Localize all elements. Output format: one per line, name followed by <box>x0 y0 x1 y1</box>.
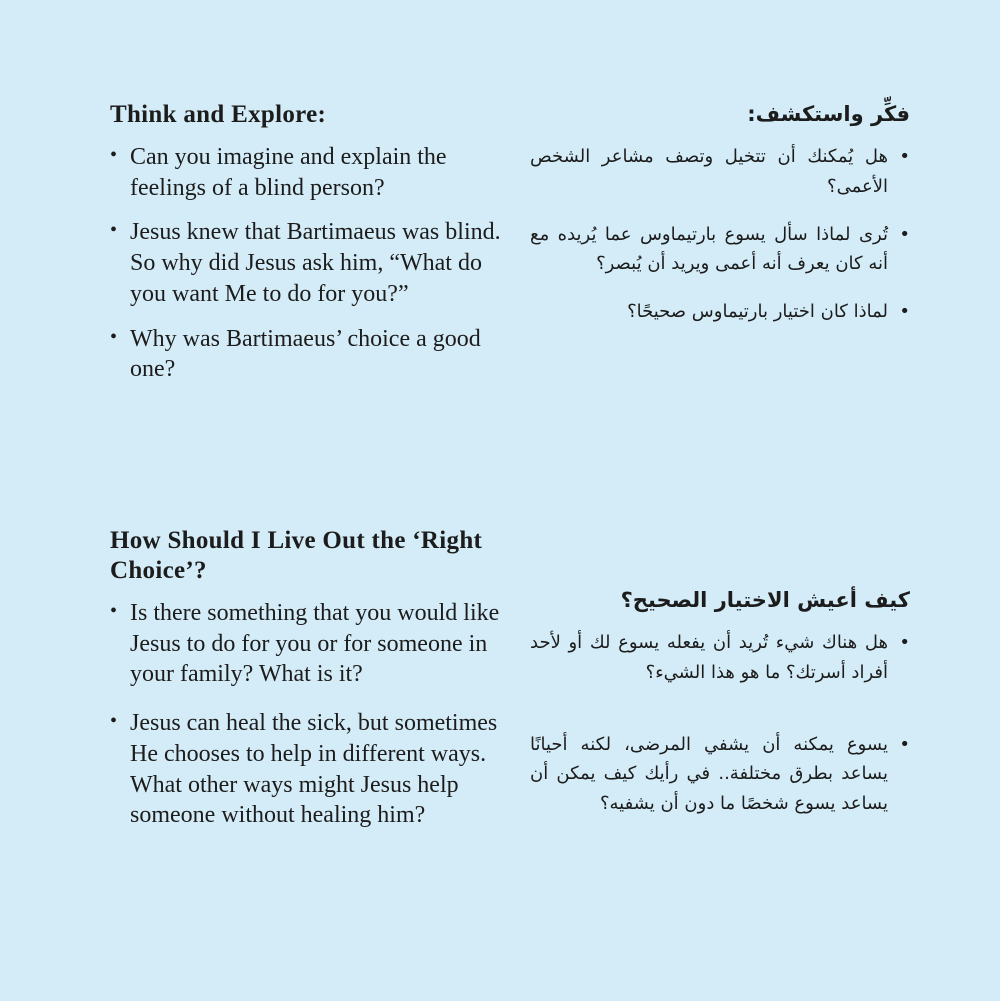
live-out-list-ar <box>530 628 910 818</box>
think-and-explore-arabic-column <box>530 100 910 399</box>
think-and-explore-list-ar <box>530 142 910 326</box>
live-out-heading-ar: كيف أعيش الاختيار الصحيح؟ <box>620 588 910 612</box>
list-item: • Is there something that you would like Jesus to do for you or for someone in your family? What is it? <box>110 598 510 690</box>
think-and-explore-heading-en: Think and Explore: <box>110 101 327 128</box>
live-out-list-en <box>110 598 510 831</box>
think-and-explore-heading-ar: فكِّر واستكشف: <box>747 102 910 126</box>
live-out-heading-en: How Should I Live Out the ‘Right Choice’? <box>110 527 483 584</box>
list-item: • Can you imagine and explain the feelings of a blind person? <box>110 142 510 203</box>
list-item: • Why was Bartimaeus’ choice a good one? <box>110 324 510 385</box>
list-item: • يسوع يمكنه أن يشفي المرضى، لكنه أحيانًا يساعد بطرق مختلفة.. في رأيك كيف يمكن أن يساعد يسوع شخصًا ما دون أن يشفيه؟ <box>530 730 910 819</box>
section-how-should-i-live-out <box>0 526 1000 861</box>
list-item: • تُرى لماذا سأل يسوع بارتيماوس عما يُريده مع أنه كان يعرف أنه أعمى ويريد أن يُبصر؟ <box>530 220 910 279</box>
list-item: • Jesus can heal the sick, but sometimes He chooses to help in different ways. What other ways might Jesus help someone without healing him? <box>110 708 510 831</box>
list-item: • لماذا كان اختيار بارتيماوس صحيحًا؟ <box>530 297 910 327</box>
list-item: • هل يُمكنك أن تتخيل وتصف مشاعر الشخص الأعمى؟ <box>530 142 910 201</box>
live-out-arabic-column <box>530 526 910 861</box>
think-and-explore-list-en <box>110 142 510 385</box>
section-think-and-explore <box>0 100 1000 399</box>
list-item: • هل هناك شيء تُريد أن يفعله يسوع لك أو لأحد أفراد أسرتك؟ ما هو هذا الشيء؟ <box>530 628 910 687</box>
list-item: • Jesus knew that Bartimaeus was blind. So why did Jesus ask him, “What do you want Me to do for you?” <box>110 217 510 309</box>
think-and-explore-english-column <box>110 100 510 399</box>
live-out-english-column <box>110 526 510 861</box>
